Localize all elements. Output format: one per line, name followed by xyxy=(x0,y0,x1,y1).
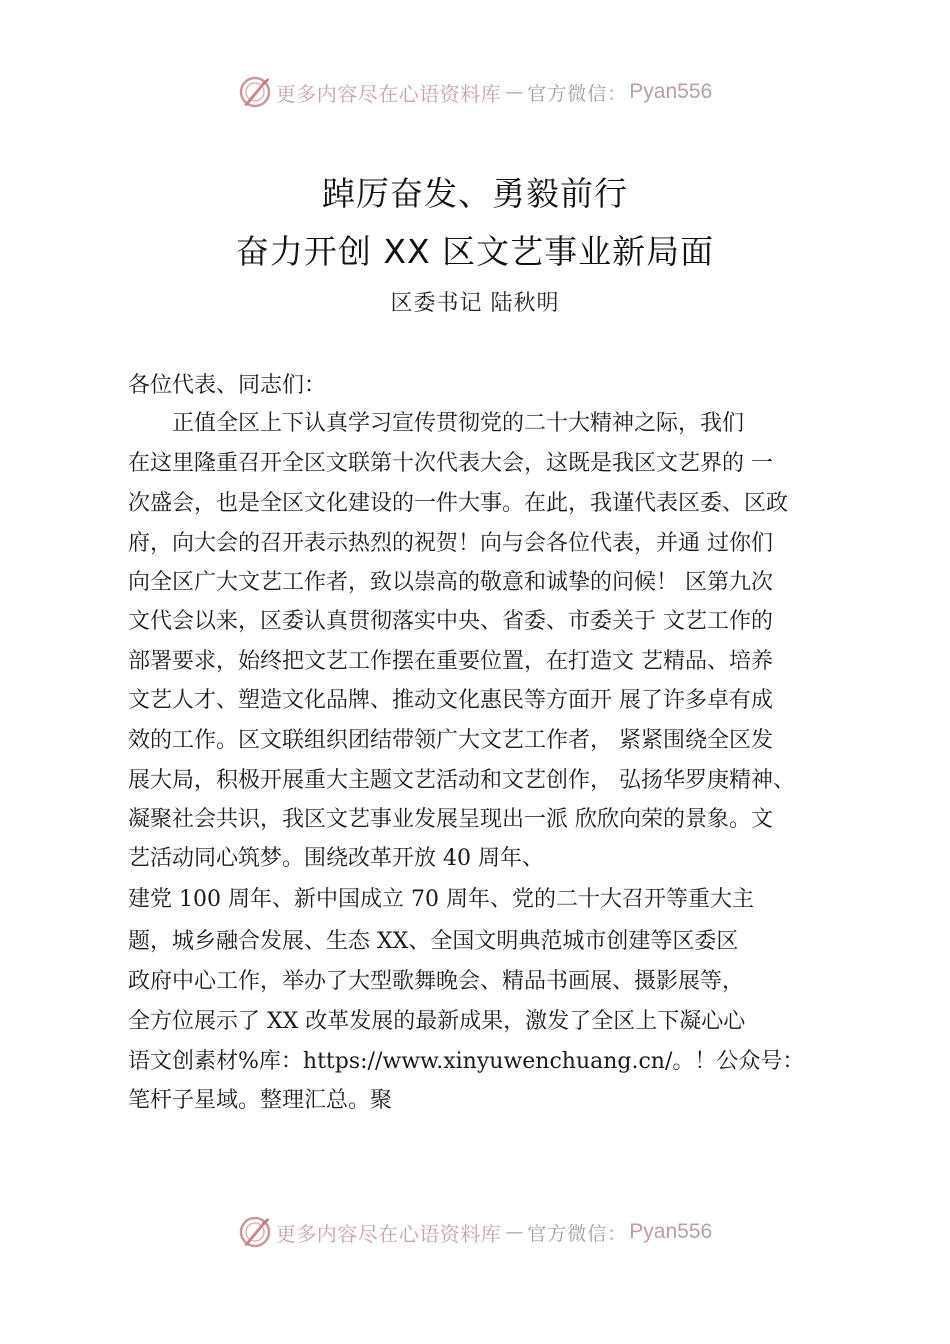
body-line: 在这里隆重召开全区文联第十次代表大会，这既是我区文艺界的 一 xyxy=(128,451,773,476)
body-line: 向全区广大文艺工作者，致以崇高的敬意和诚挚的问候！ 区第九次 xyxy=(128,570,773,595)
header-wechat-label: 官方微信： xyxy=(527,82,628,105)
footer-watermark-banner xyxy=(0,1212,950,1252)
quill-seal-logo-icon xyxy=(238,75,272,109)
body-line: 题，城乡融合发展、生态 XX、全国文明典范城市创建等区委区 xyxy=(128,929,739,954)
header-banner-separator: — xyxy=(505,81,524,103)
header-wechat-id: Pyan556 xyxy=(629,80,713,103)
body-line: 次盛会，也是全区文化建设的一件大事。在此，我谨代表区委、区政 xyxy=(128,491,789,516)
document-byline: 区委书记 陆秋明 xyxy=(390,291,560,316)
body-line: 艺活动同心筑梦。围绕改革开放 40 周年、 xyxy=(128,846,544,871)
body-line: 凝聚社会共识，我区文艺事业发展呈现出一派 欣欣向荣的景象。文 xyxy=(128,807,773,832)
body-line: 展大局，积极开展重大主题文艺活动和文艺创作， 弘扬华罗庚精神、 xyxy=(128,768,795,793)
body-line: 文代会以来，区委认真贯彻落实中央、省委、市委关于 文艺工作的 xyxy=(128,609,773,634)
quill-seal-logo-icon xyxy=(238,1215,272,1249)
footer-banner-text: 更多内容尽在心语资料库 xyxy=(275,1221,502,1246)
body-line: 部署要求，始终把文艺工作摆在重要位置，在打造文 艺精品、培养 xyxy=(128,649,773,674)
header-banner-text: 更多内容尽在心语资料库 xyxy=(275,81,502,106)
body-line: 语文创素材%库：https://www.xinyuwenchuang.cn/。！公众号： xyxy=(128,1049,805,1074)
footer-wechat-id: Pyan556 xyxy=(629,1220,713,1243)
body-line: 府，向大会的召开表示热烈的祝贺！向与会各位代表，并通 过你们 xyxy=(128,531,773,556)
document-title-line-1: 踔厉奋发、勇毅前行 xyxy=(322,174,628,213)
document-title-line-2: 奋力开创 XX 区文艺事业新局面 xyxy=(235,232,715,271)
body-line: 建党 100 周年、新中国成立 70 周年、党的二十大召开等重大主 xyxy=(128,887,754,912)
body-line: 效的工作。区文联组织团结带领广大文艺工作者， 紧紧围绕全区发 xyxy=(128,728,773,753)
body-line: 笔杆子星域。整理汇总。聚 xyxy=(128,1088,393,1113)
body-line: 全方位展示了 XX 改革发展的最新成果，激发了全区上下凝心心 xyxy=(128,1009,746,1034)
footer-banner-separator: — xyxy=(505,1221,524,1243)
footer-wechat-label: 官方微信： xyxy=(527,1222,628,1245)
document-greeting: 各位代表、同志们： xyxy=(128,373,327,398)
body-line: 文艺人才、塑造文化品牌、推动文化惠民等方面开 展了许多卓有成 xyxy=(128,688,773,713)
body-line: 政府中心工作，举办了大型歌舞晚会、精品书画展、摄影展等， xyxy=(128,969,745,994)
body-line: 正值全区上下认真学习宣传贯彻党的二十大精神之际，我们 xyxy=(128,411,745,436)
header-watermark-banner xyxy=(0,72,950,112)
